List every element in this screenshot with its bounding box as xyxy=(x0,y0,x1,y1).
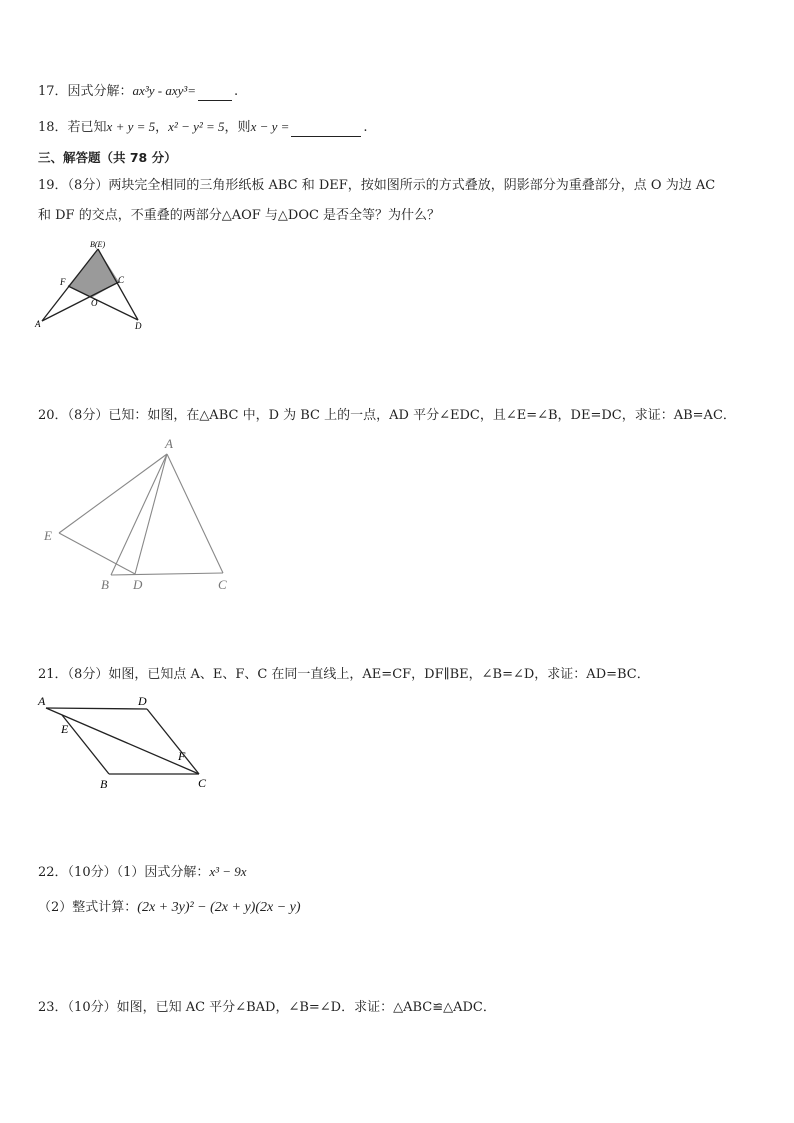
q18-eq1: x + y = 5 xyxy=(106,119,156,134)
question-18 xyxy=(38,118,368,137)
section-3-heading: 三、解答题（共 78 分） xyxy=(38,150,177,165)
q19-figure xyxy=(30,235,160,335)
q20-label-B: B xyxy=(101,577,109,592)
question-19-line-1: 19．（8分）两块完全相同的三角形纸板 ABC 和 DEF，按如图所示的方式叠放，阴影部分为重叠部分，点 O 为边 AC xyxy=(38,178,716,193)
q18-sep: ， xyxy=(155,120,169,135)
q19-label-BE: B(E) xyxy=(90,240,106,249)
q20-label-A: A xyxy=(165,436,173,451)
q21-label-C: C xyxy=(198,776,207,790)
q21-figure xyxy=(34,690,219,800)
q21-label-D: D xyxy=(138,694,147,708)
q18-answer-blank[interactable] xyxy=(291,136,361,137)
question-21: 21．（8分）如图，已知点 A、E、F、C 在同一直线上，AE=CF，DF∥BE，∠B=∠D，求证：AD=BC． xyxy=(38,667,650,682)
q21-label-F: F xyxy=(178,749,186,763)
question-17 xyxy=(38,82,238,101)
q22-part1-expression: x³ − 9x xyxy=(209,864,247,879)
q18-eq3: x − y = xyxy=(250,119,290,134)
question-23: 23．（10分）如图，已知 AC 平分∠BAD，∠B=∠D．求证：△ABC≌△ADC． xyxy=(38,1000,496,1015)
question-22-part-1 xyxy=(38,863,247,882)
q20-label-D: D xyxy=(133,577,143,592)
q17-expression: ax³y - axy³= xyxy=(132,83,197,98)
q19-label-O: O xyxy=(91,298,98,308)
q21-label-E: E xyxy=(61,722,69,736)
q19-label-F: F xyxy=(60,277,66,287)
question-22-part-2 xyxy=(38,899,301,917)
q20-figure xyxy=(38,432,248,597)
question-19-line-2: 和 DF 的交点，不重叠的两部分△AOF 与△DOC 是否全等？为什么？ xyxy=(38,208,441,223)
q17-period: . xyxy=(234,84,239,99)
q19-label-C: C xyxy=(118,275,125,285)
q22-part2-expression: (2x + 3y)² − (2x + y)(2x − y) xyxy=(137,900,301,915)
q18-eq2: x² − y² = 5 xyxy=(168,119,225,134)
question-20: 20．（8分）已知：如图，在△ABC 中，D 为 BC 上的一点，AD 平分∠EDC，且∠E=∠B，DE=DC，求证：AB=AC． xyxy=(38,408,736,423)
q18-then: ，则 xyxy=(224,120,251,135)
q19-label-A: A xyxy=(35,319,41,329)
q21-label-B: B xyxy=(100,777,108,791)
q17-number: 17．因式分解： xyxy=(38,84,133,99)
q19-label-D: D xyxy=(135,321,142,331)
q21-label-A: A xyxy=(38,694,46,708)
q18-period: . xyxy=(363,120,368,135)
q22-part1-label: 22．（10分）（1）因式分解： xyxy=(38,865,210,880)
q18-number: 18．若已知 xyxy=(38,120,107,135)
q20-label-E: E xyxy=(44,528,52,543)
q22-part2-label: （2）整式计算： xyxy=(38,900,138,915)
q20-label-C: C xyxy=(218,577,227,592)
q17-answer-blank[interactable] xyxy=(198,100,232,101)
